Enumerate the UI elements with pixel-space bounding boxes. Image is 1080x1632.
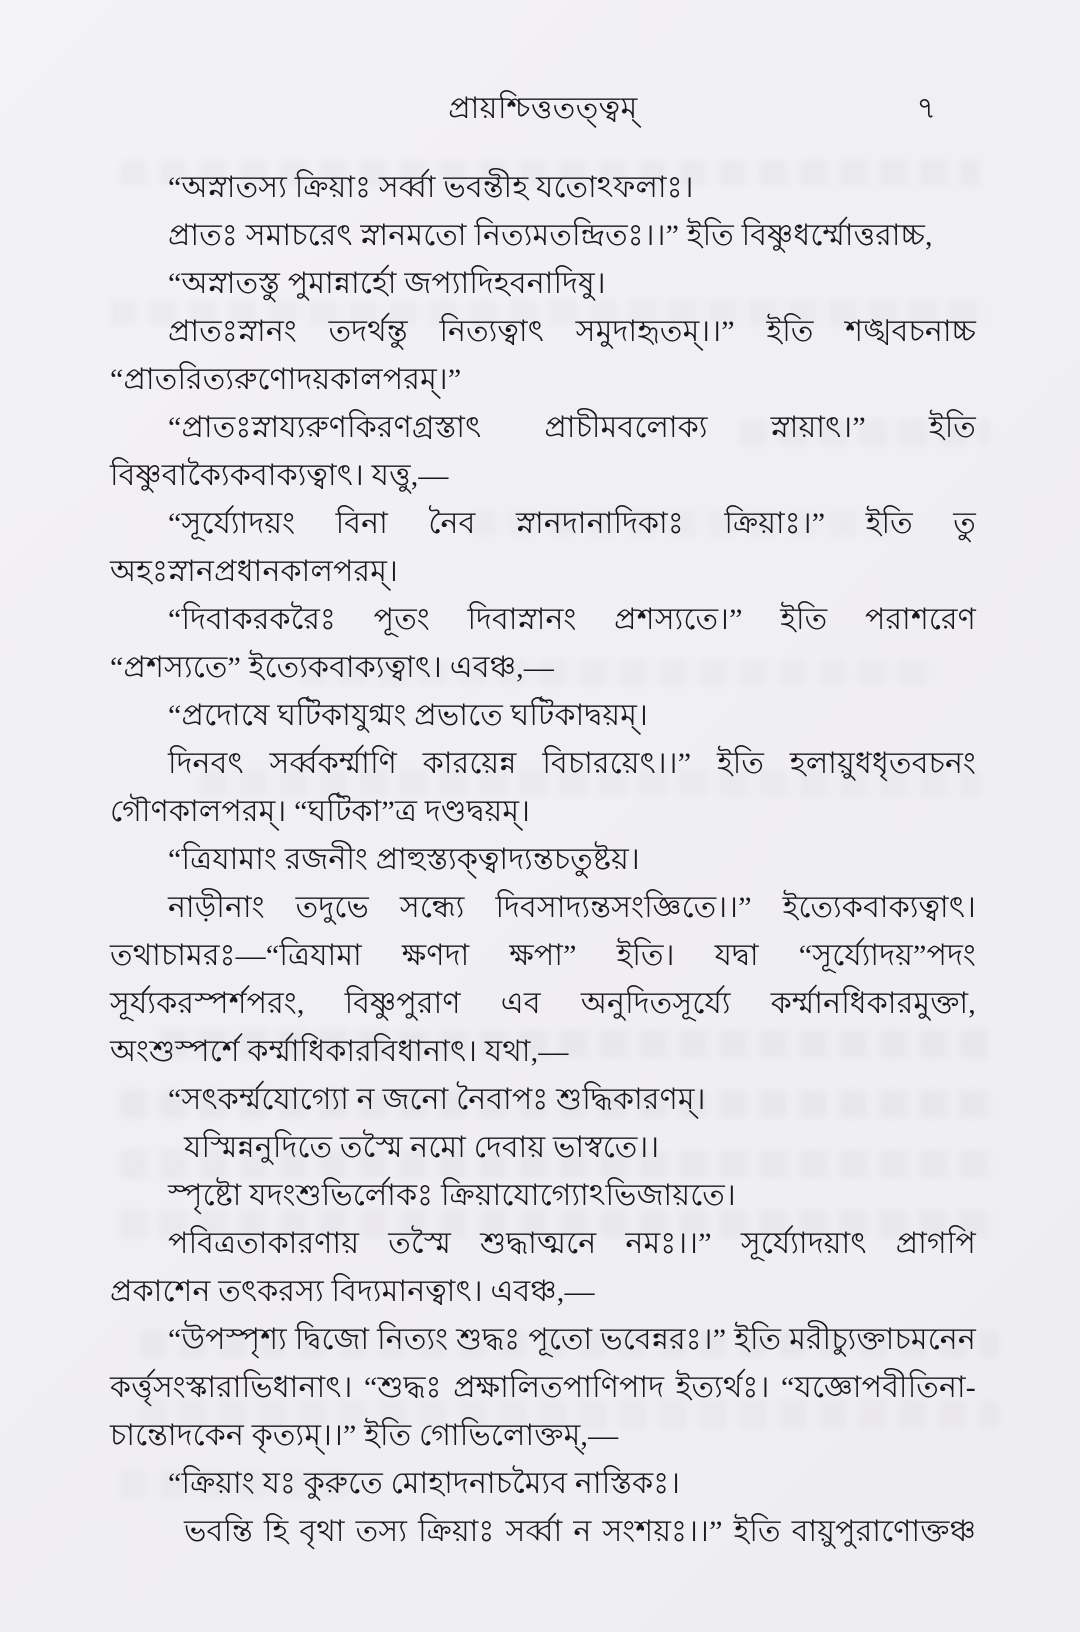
running-head-title: প্রায়শ্চিত্ততত্ত্বম্ — [448, 92, 638, 125]
text-body — [110, 169, 976, 1551]
text-line: ভবন্তি হি বৃথা তস্য ক্রিয়াঃ সর্ব্বা ন সংশয়ঃ।।” ইতি বায়ুপুরাণোক্তঞ্চ — [184, 1515, 976, 1548]
text-line: “অস্নাতস্তু পুমান্নার্হো জপ্যাদিহবনাদিষু। — [168, 267, 606, 300]
text-line: গৌণকালপরম্। “ঘটিকা”ত্র দণ্ডদ্বয়ম্। — [110, 795, 531, 828]
text-line: যস্মিন্ননুদিতে তস্মৈ নমো দেবায় ভাস্বতে।। — [184, 1131, 660, 1164]
text-line: দিনবৎ সর্ব্বকর্ম্মাণি কারয়েন্ন বিচারয়েৎ।।” ইতি হলায়ুধধৃতবচনং — [168, 747, 976, 780]
text-line: “ত্রিযামাং রজনীং প্রাহুস্ত্যক্ত্বাদ্যন্তচতুষ্টয়। — [168, 843, 640, 876]
text-line: “দিবাকরকরৈঃ পূতং দিবাস্নানং প্রশস্যতে।” ইতি পরাশরেণ — [168, 603, 976, 636]
text-line: “ক্রিয়াং যঃ কুরুতে মোহাদনাচম্যৈব নাস্তিকঃ। — [168, 1467, 681, 1500]
text-line: অহঃস্নানপ্রধানকালপরম্। — [110, 555, 399, 588]
text-line: বিষ্ণুবাক্যৈকবাক্যত্বাৎ। যত্তু,— — [110, 459, 449, 492]
text-line: “সূর্য্যোদয়ং বিনা নৈব স্নানদানাদিকাঃ ক্রিয়াঃ।” ইতি তু — [168, 507, 976, 540]
text-line: নাড়ীনাং তদুভে সন্ধ্যে দিবসাদ্যন্তসংজ্ঞিতে।।” ইত্যেকবাক্যত্বাৎ। — [168, 891, 976, 924]
text-line: পবিত্রতাকারণায় তস্মৈ শুদ্ধাত্মনে নমঃ।।” সূর্য্যোদয়াৎ প্রাগপি — [168, 1227, 976, 1260]
text-line: স্পৃষ্টো যদংশুভির্লোকঃ ক্রিয়াযোগ্যোঽভিজায়তে। — [168, 1179, 736, 1212]
text-line: “প্রদোষে ঘটিকাযুগ্মং প্রভাতে ঘটিকাদ্বয়ম্। — [168, 699, 649, 732]
text-line: অংশুস্পর্শে কর্ম্মাধিকারবিধানাৎ। যথা,— — [110, 1035, 569, 1068]
text-line: কর্ত্তৃসংস্কারাভিধানাৎ। “শুদ্ধঃ প্রক্ষালিতপাণিপাদ ইত্যর্থঃ। “যজ্ঞোপবীতিনা- — [110, 1371, 976, 1404]
text-line: “প্রশস্যতে” ইত্যেকবাক্যত্বাৎ। এবঞ্চ,— — [110, 651, 555, 684]
text-line: “সৎকর্ম্মযোগ্যো ন জনো নৈবাপঃ শুদ্ধিকারণম্। — [168, 1083, 706, 1116]
text-line: “উপস্পৃশ্য দ্বিজো নিত্যং শুদ্ধঃ পূতো ভবেন্নরঃ।” ইতি মরীচ্যুক্তাচমনেন — [168, 1323, 976, 1356]
text-line: “প্রাতরিত্যরুণোদয়কালপরম্।” — [110, 363, 462, 396]
page-header — [110, 84, 976, 135]
text-line: “প্রাতঃস্নায্যরুণকিরণগ্রস্তাৎ প্রাচীমবলোক্য স্নায়াৎ।” ইতি — [168, 411, 976, 444]
text-line: তথাচামরঃ—“ত্রিযামা ক্ষণদা ক্ষপা” ইতি। যদ্বা “সূর্য্যোদয়”পদং — [110, 939, 976, 972]
text-line: সূর্য্যকরস্পর্শপরং, বিষ্ণুপুরাণ এব অনুদিতসূর্য্যে কর্ম্মানধিকারমুক্তা, — [110, 987, 976, 1020]
text-line: চান্তোদকেন কৃত্যম্।।” ইতি গোভিলোক্তম্,— — [110, 1419, 619, 1452]
text-line: “অস্নাতস্য ক্রিয়াঃ সর্ব্বা ভবন্তীহ যতোঽফলাঃ। — [168, 171, 694, 204]
text-line: প্রাতঃস্নানং তদর্থন্তু নিত্যত্বাৎ সমুদাহৃতম্।।” ইতি শঙ্খবচনাচ্চ — [168, 315, 976, 348]
page-number: ৭ — [916, 92, 936, 125]
text-line: প্রাতঃ সমাচরেৎ স্নানমতো নিত্যমতন্দ্রিতঃ।।” ইতি বিষ্ণুধর্ম্মোত্তরাচ্চ, — [168, 219, 933, 252]
text-line: প্রকাশেন তৎকরস্য বিদ্যমানত্বাৎ। এবঞ্চ,— — [110, 1275, 595, 1308]
